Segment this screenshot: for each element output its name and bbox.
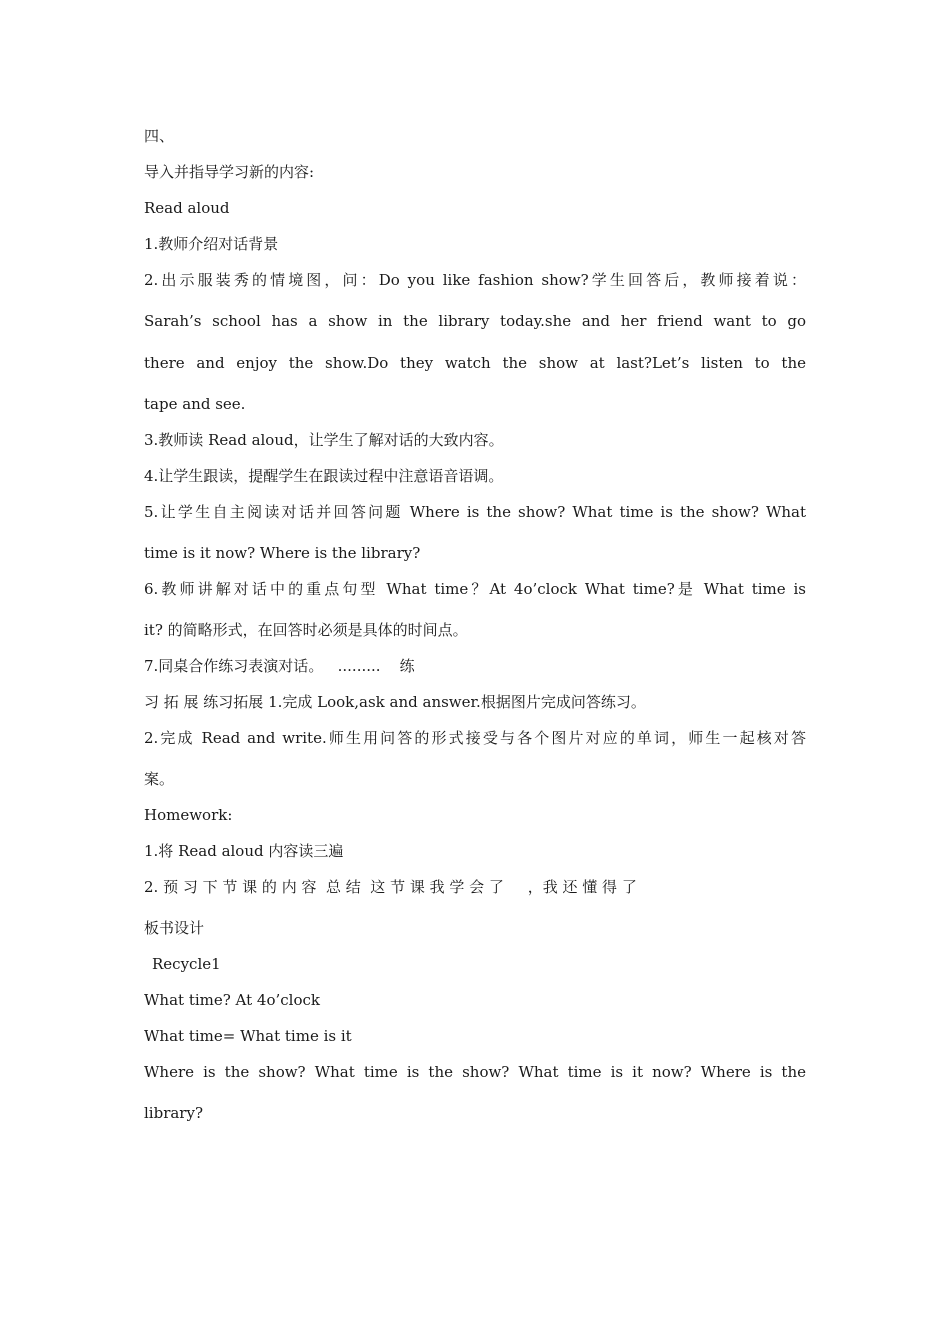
step-5-line-2: time is it now? Where is the library? xyxy=(144,544,421,562)
practice-extension: 习 拓 展 练习拓展 1.完成 Look,ask and answer.根据图片完成问答练习。 xyxy=(144,693,646,711)
step-2-line-1: 2.出示服装秀的情境图，问：Do you like fashion show?学生回答后，教师接着说： xyxy=(144,271,806,289)
practice-2-line-1: 2.完成 Read and write.师生用问答的形式接受与各个图片对应的单词，师生一起核对答 xyxy=(144,729,806,747)
step-7: 7.同桌合作练习表演对话。 ......... 练 xyxy=(144,657,415,675)
step-3: 3.教师读 Read aloud，让学生了解对话的大致内容。 xyxy=(144,431,504,449)
step-6-line-2: it? 的简略形式，在回答时必须是具体的时间点。 xyxy=(144,621,468,639)
step-6-line-1: 6.教师讲解对话中的重点句型 What time？At 4o’clock What time?是 What time is xyxy=(144,580,806,598)
board-line-1: What time? At 4o’clock xyxy=(144,991,320,1009)
read-aloud-label: Read aloud xyxy=(144,199,230,217)
practice-2-line-2: 案。 xyxy=(144,770,175,788)
homework-label: Homework: xyxy=(144,806,233,824)
homework-1: 1.将 Read aloud 内容读三遍 xyxy=(144,842,344,860)
step-2-line-4: tape and see. xyxy=(144,395,246,413)
board-line-4: library? xyxy=(144,1104,203,1122)
homework-2: 2. 预 习 下 节 课 的 内 容 总 结 这 节 课 我 学 会 了 ，我 还 懂 得 了 xyxy=(144,878,637,896)
board-line-2: What time= What time is it xyxy=(144,1027,352,1045)
board-design-title: 板书设计 xyxy=(144,919,205,937)
intro-title: 导入并指导学习新的内容: xyxy=(144,163,315,181)
step-4: 4.让学生跟读，提醒学生在跟读过程中注意语音语调。 xyxy=(144,467,504,485)
step-5-line-1: 5.让学生自主阅读对话并回答问题 Where is the show? What time is the show? What xyxy=(144,503,806,521)
step-2-line-2: Sarah’s school has a show in the library today.she and her friend want to go xyxy=(144,312,806,330)
board-recycle: Recycle1 xyxy=(152,955,221,973)
step-1: 1.教师介绍对话背景 xyxy=(144,235,279,253)
section-heading: 四、 xyxy=(144,127,175,145)
board-line-3: Where is the show? What time is the show? What time is it now? Where is the xyxy=(144,1063,806,1081)
step-2-line-3: there and enjoy the show.Do they watch the show at last?Let’s listen to the xyxy=(144,354,806,372)
